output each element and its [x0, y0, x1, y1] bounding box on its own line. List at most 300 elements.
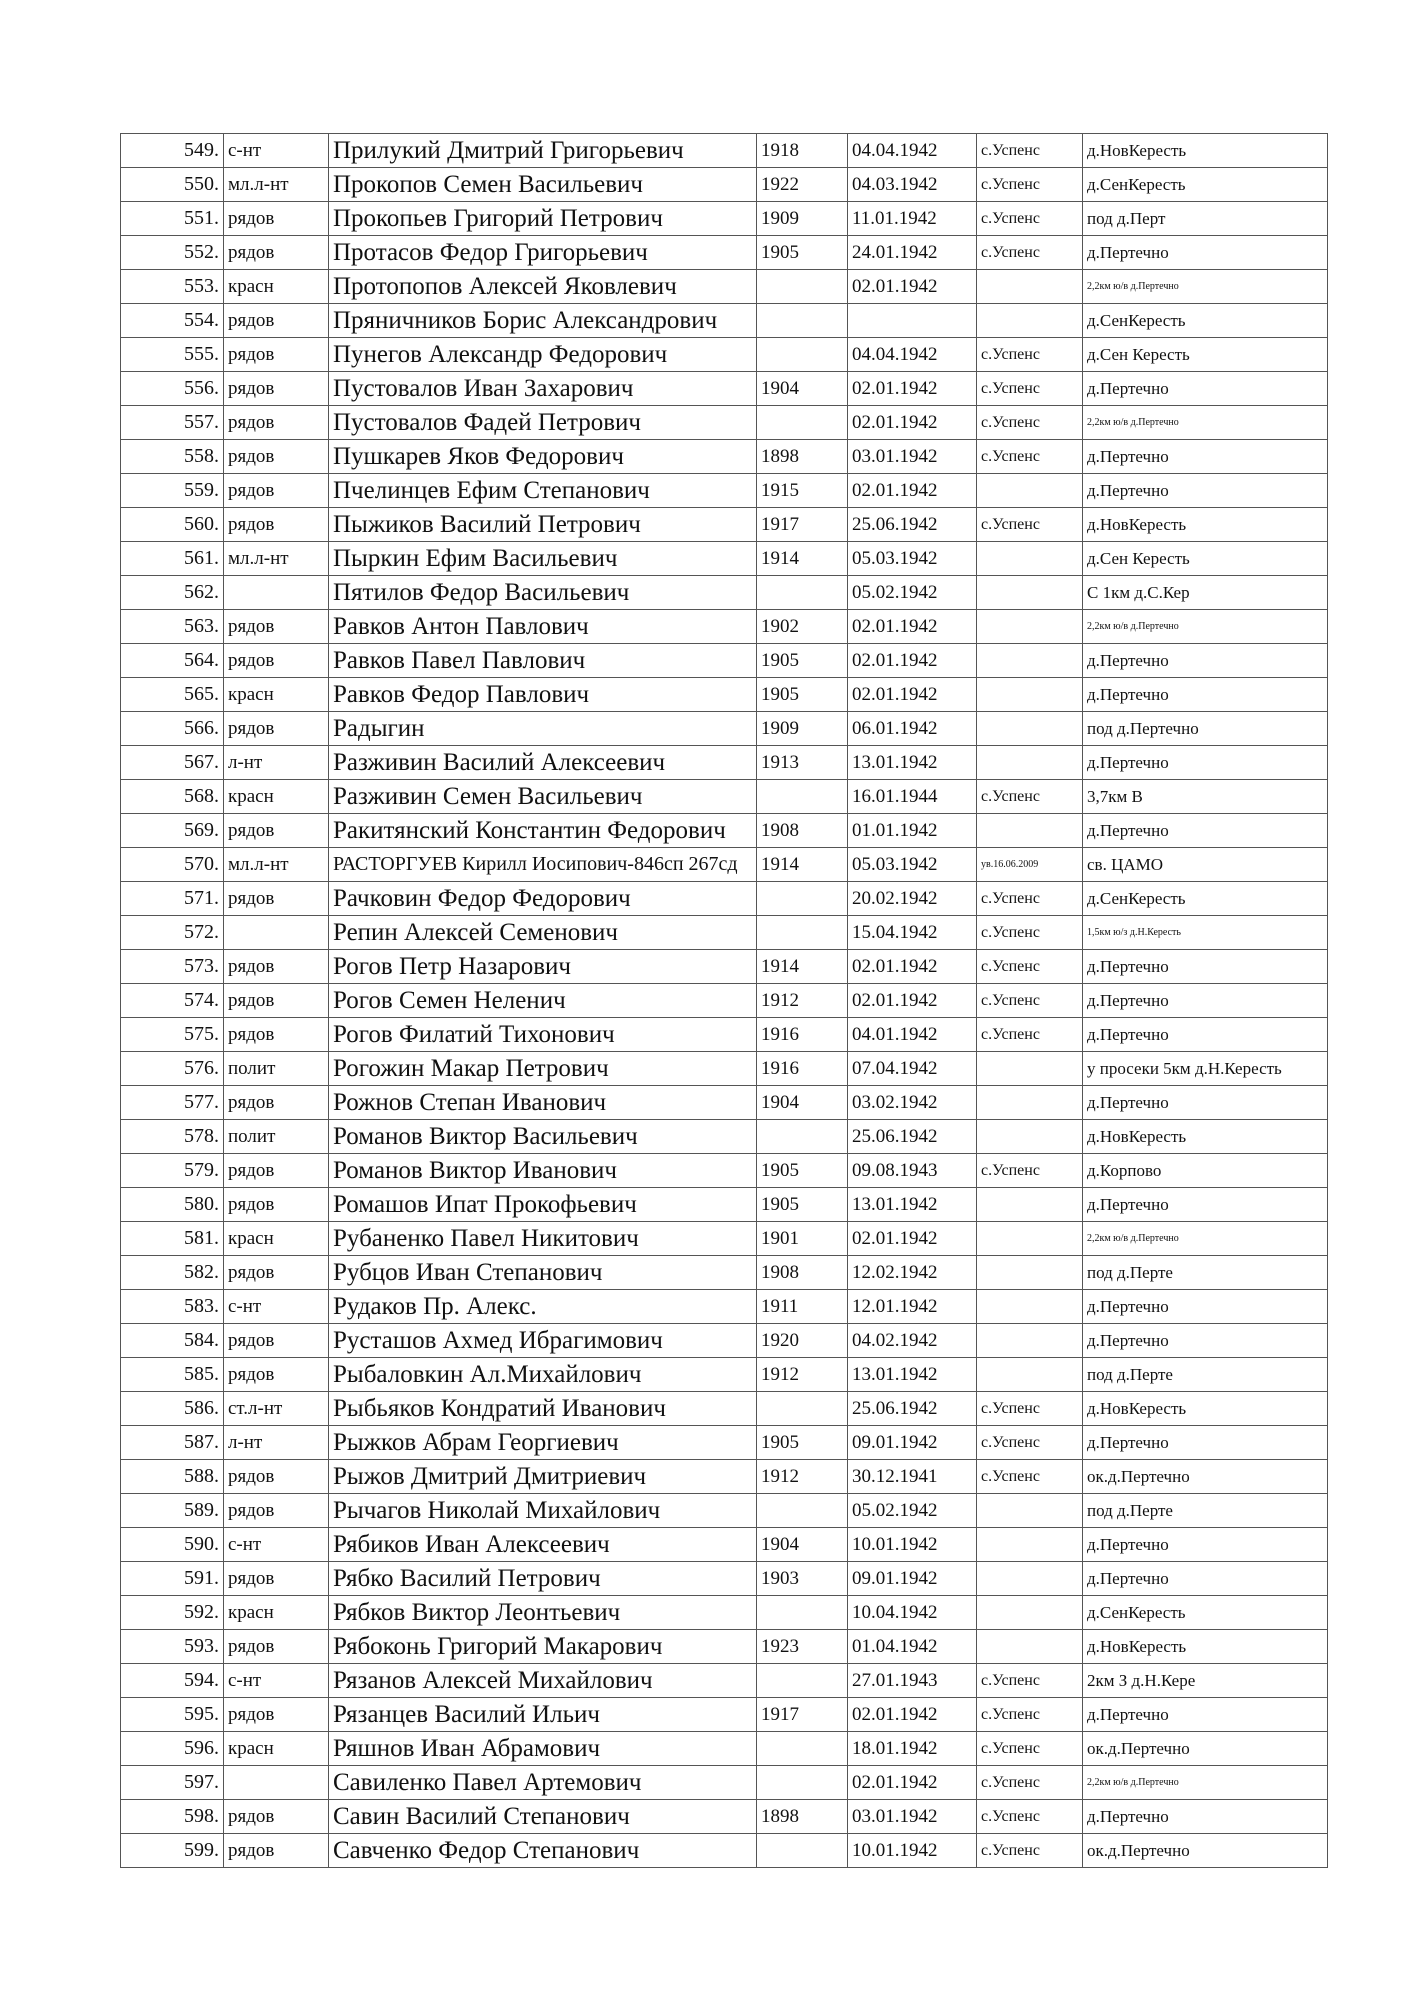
table-row	[121, 1766, 1328, 1800]
name-cell: Ракитянский Константин Федорович	[329, 814, 757, 848]
row-number: 586.	[121, 1392, 224, 1426]
death-date-cell: 13.01.1942	[848, 746, 977, 780]
death-date-cell: 02.01.1942	[848, 1698, 977, 1732]
name-cell: Пчелинцев Ефим Степанович	[329, 474, 757, 508]
name-cell: Ряшнов Иван Абрамович	[329, 1732, 757, 1766]
rank-cell: с-нт	[224, 134, 329, 168]
death-date-cell: 03.02.1942	[848, 1086, 977, 1120]
birth-year-cell: 1915	[757, 474, 848, 508]
death-date-cell: 04.04.1942	[848, 338, 977, 372]
name-cell: Пушкарев Яков Федорович	[329, 440, 757, 474]
burial-cell	[977, 1562, 1083, 1596]
place-cell: под д.Перте	[1083, 1358, 1328, 1392]
burial-cell	[977, 1630, 1083, 1664]
rank-cell: с-нт	[224, 1528, 329, 1562]
birth-year-cell: 1914	[757, 848, 848, 882]
birth-year-cell	[757, 882, 848, 916]
table-row	[121, 780, 1328, 814]
row-number: 572.	[121, 916, 224, 950]
birth-year-cell: 1898	[757, 1800, 848, 1834]
name-cell: Равков Павел Павлович	[329, 644, 757, 678]
burial-cell: с.Успенс	[977, 1766, 1083, 1800]
name-cell: Равков Антон Павлович	[329, 610, 757, 644]
table-row	[121, 270, 1328, 304]
name-cell: Рогожин Макар Петрович	[329, 1052, 757, 1086]
table-row	[121, 678, 1328, 712]
rank-cell: мл.л-нт	[224, 542, 329, 576]
death-date-cell: 25.06.1942	[848, 508, 977, 542]
burial-cell: с.Успенс	[977, 372, 1083, 406]
rank-cell: рядов	[224, 1188, 329, 1222]
death-date-cell: 02.01.1942	[848, 984, 977, 1018]
name-cell: Рязанцев Василий Ильич	[329, 1698, 757, 1732]
name-cell: Савченко Федор Степанович	[329, 1834, 757, 1868]
table-row	[121, 406, 1328, 440]
row-number: 576.	[121, 1052, 224, 1086]
rank-cell: рядов	[224, 1256, 329, 1290]
rank-cell: красн	[224, 678, 329, 712]
rank-cell: рядов	[224, 1630, 329, 1664]
burial-cell	[977, 304, 1083, 338]
burial-cell	[977, 270, 1083, 304]
birth-year-cell	[757, 406, 848, 440]
birth-year-cell: 1912	[757, 1358, 848, 1392]
death-date-cell: 24.01.1942	[848, 236, 977, 270]
row-number: 568.	[121, 780, 224, 814]
place-cell: ок.д.Пертечно	[1083, 1834, 1328, 1868]
death-date-cell: 10.01.1942	[848, 1528, 977, 1562]
rank-cell: рядов	[224, 984, 329, 1018]
name-cell: Ромашов Ипат Прокофьевич	[329, 1188, 757, 1222]
place-cell: д.Сен Кересть	[1083, 542, 1328, 576]
table-row	[121, 1188, 1328, 1222]
burial-cell	[977, 576, 1083, 610]
name-cell: Рогов Семен Неленич	[329, 984, 757, 1018]
death-date-cell: 07.04.1942	[848, 1052, 977, 1086]
burial-cell: с.Успенс	[977, 882, 1083, 916]
row-number: 575.	[121, 1018, 224, 1052]
rank-cell: рядов	[224, 1154, 329, 1188]
death-date-cell: 02.01.1942	[848, 678, 977, 712]
burial-cell	[977, 1188, 1083, 1222]
table-row	[121, 134, 1328, 168]
name-cell: Рогов Петр Назарович	[329, 950, 757, 984]
burial-cell	[977, 1052, 1083, 1086]
rank-cell: красн	[224, 1732, 329, 1766]
row-number: 597.	[121, 1766, 224, 1800]
rank-cell: рядов	[224, 644, 329, 678]
birth-year-cell: 1917	[757, 508, 848, 542]
table-row	[121, 1630, 1328, 1664]
rank-cell: рядов	[224, 1358, 329, 1392]
place-cell: д.Пертечно	[1083, 814, 1328, 848]
table-row	[121, 372, 1328, 406]
burial-cell: с.Успенс	[977, 780, 1083, 814]
birth-year-cell: 1920	[757, 1324, 848, 1358]
death-date-cell: 02.01.1942	[848, 372, 977, 406]
death-date-cell: 02.01.1942	[848, 950, 977, 984]
name-cell: Прилукий Дмитрий Григорьевич	[329, 134, 757, 168]
death-date-cell: 30.12.1941	[848, 1460, 977, 1494]
name-cell: Пустовалов Фадей Петрович	[329, 406, 757, 440]
place-cell: под д.Перт	[1083, 202, 1328, 236]
rank-cell: рядов	[224, 1324, 329, 1358]
death-date-cell: 01.04.1942	[848, 1630, 977, 1664]
table-row	[121, 610, 1328, 644]
name-cell: Пыркин Ефим Васильевич	[329, 542, 757, 576]
birth-year-cell: 1922	[757, 168, 848, 202]
place-cell: д.СенКересть	[1083, 1596, 1328, 1630]
place-cell: у просеки 5км д.Н.Кересть	[1083, 1052, 1328, 1086]
birth-year-cell	[757, 304, 848, 338]
place-cell: д.Пертечно	[1083, 678, 1328, 712]
row-number: 564.	[121, 644, 224, 678]
row-number: 556.	[121, 372, 224, 406]
rank-cell: ст.л-нт	[224, 1392, 329, 1426]
death-date-cell: 06.01.1942	[848, 712, 977, 746]
rank-cell: л-нт	[224, 1426, 329, 1460]
birth-year-cell	[757, 1664, 848, 1698]
death-date-cell: 02.01.1942	[848, 644, 977, 678]
table-row	[121, 1800, 1328, 1834]
place-cell: д.Пертечно	[1083, 1188, 1328, 1222]
place-cell: д.Пертечно	[1083, 1018, 1328, 1052]
place-cell: д.Пертечно	[1083, 1324, 1328, 1358]
row-number: 561.	[121, 542, 224, 576]
birth-year-cell: 1923	[757, 1630, 848, 1664]
row-number: 552.	[121, 236, 224, 270]
row-number: 580.	[121, 1188, 224, 1222]
table-row	[121, 1018, 1328, 1052]
row-number: 549.	[121, 134, 224, 168]
death-date-cell: 25.06.1942	[848, 1120, 977, 1154]
burial-cell: с.Успенс	[977, 916, 1083, 950]
place-cell: под д.Перте	[1083, 1494, 1328, 1528]
name-cell: Рябиков Иван Алексеевич	[329, 1528, 757, 1562]
name-cell: Рязанов Алексей Михайлович	[329, 1664, 757, 1698]
death-date-cell: 02.01.1942	[848, 474, 977, 508]
rank-cell: рядов	[224, 1562, 329, 1596]
place-cell: 1,5км ю/з д.Н.Кересть	[1083, 916, 1328, 950]
table-row	[121, 474, 1328, 508]
row-number: 551.	[121, 202, 224, 236]
table-row	[121, 1052, 1328, 1086]
place-cell: д.СенКересть	[1083, 168, 1328, 202]
birth-year-cell	[757, 1732, 848, 1766]
row-number: 590.	[121, 1528, 224, 1562]
birth-year-cell: 1905	[757, 236, 848, 270]
row-number: 553.	[121, 270, 224, 304]
place-cell: д.НовКересть	[1083, 1120, 1328, 1154]
rank-cell: рядов	[224, 1086, 329, 1120]
name-cell: Савин Василий Степанович	[329, 1800, 757, 1834]
burial-cell: с.Успенс	[977, 1460, 1083, 1494]
name-cell: Рудаков Пр. Алекс.	[329, 1290, 757, 1324]
table-row	[121, 1120, 1328, 1154]
birth-year-cell	[757, 1766, 848, 1800]
place-cell: д.Пертечно	[1083, 1698, 1328, 1732]
birth-year-cell	[757, 576, 848, 610]
roster-body	[121, 134, 1328, 1868]
table-row	[121, 440, 1328, 474]
place-cell: д.Пертечно	[1083, 440, 1328, 474]
place-cell: д.НовКересть	[1083, 1392, 1328, 1426]
birth-year-cell: 1905	[757, 644, 848, 678]
rank-cell: рядов	[224, 440, 329, 474]
name-cell: Рябко Василий Петрович	[329, 1562, 757, 1596]
rank-cell: рядов	[224, 1460, 329, 1494]
death-date-cell: 04.01.1942	[848, 1018, 977, 1052]
row-number: 569.	[121, 814, 224, 848]
birth-year-cell: 1904	[757, 1086, 848, 1120]
row-number: 567.	[121, 746, 224, 780]
name-cell: Рыбаловкин Ал.Михайлович	[329, 1358, 757, 1392]
death-date-cell: 05.03.1942	[848, 542, 977, 576]
table-row	[121, 848, 1328, 882]
death-date-cell: 02.01.1942	[848, 406, 977, 440]
rank-cell: рядов	[224, 202, 329, 236]
birth-year-cell: 1903	[757, 1562, 848, 1596]
rank-cell: рядов	[224, 406, 329, 440]
burial-cell	[977, 1528, 1083, 1562]
burial-cell: с.Успенс	[977, 1664, 1083, 1698]
burial-cell	[977, 610, 1083, 644]
table-row	[121, 1222, 1328, 1256]
row-number: 571.	[121, 882, 224, 916]
place-cell: д.Сен Кересть	[1083, 338, 1328, 372]
burial-cell	[977, 814, 1083, 848]
death-date-cell: 09.01.1942	[848, 1426, 977, 1460]
rank-cell: рядов	[224, 1800, 329, 1834]
name-cell: Прокопьев Григорий Петрович	[329, 202, 757, 236]
name-cell: Протопопов Алексей Яковлевич	[329, 270, 757, 304]
name-cell: Пыжиков Василий Петрович	[329, 508, 757, 542]
birth-year-cell: 1904	[757, 1528, 848, 1562]
row-number: 559.	[121, 474, 224, 508]
name-cell: Пустовалов Иван Захарович	[329, 372, 757, 406]
table-row	[121, 1732, 1328, 1766]
burial-cell: с.Успенс	[977, 1732, 1083, 1766]
birth-year-cell: 1909	[757, 712, 848, 746]
birth-year-cell: 1911	[757, 1290, 848, 1324]
row-number: 573.	[121, 950, 224, 984]
birth-year-cell: 1909	[757, 202, 848, 236]
birth-year-cell: 1905	[757, 1188, 848, 1222]
death-date-cell: 11.01.1942	[848, 202, 977, 236]
death-date-cell: 04.03.1942	[848, 168, 977, 202]
row-number: 550.	[121, 168, 224, 202]
place-cell: д.НовКересть	[1083, 508, 1328, 542]
row-number: 591.	[121, 1562, 224, 1596]
place-cell: 3,7км В	[1083, 780, 1328, 814]
table-row	[121, 814, 1328, 848]
burial-cell	[977, 474, 1083, 508]
birth-year-cell: 1912	[757, 984, 848, 1018]
burial-cell: с.Успенс	[977, 440, 1083, 474]
death-date-cell: 05.02.1942	[848, 1494, 977, 1528]
name-cell: Пунегов Александр Федорович	[329, 338, 757, 372]
death-date-cell: 02.01.1942	[848, 610, 977, 644]
name-cell: Рубаненко Павел Никитович	[329, 1222, 757, 1256]
place-cell: ок.д.Пертечно	[1083, 1460, 1328, 1494]
name-cell: Пятилов Федор Васильевич	[329, 576, 757, 610]
table-row	[121, 984, 1328, 1018]
birth-year-cell	[757, 780, 848, 814]
place-cell: 2,2км ю/в д.Пертечно	[1083, 1766, 1328, 1800]
death-date-cell: 04.04.1942	[848, 134, 977, 168]
burial-cell	[977, 678, 1083, 712]
death-date-cell: 04.02.1942	[848, 1324, 977, 1358]
death-date-cell: 16.01.1944	[848, 780, 977, 814]
name-cell: РАСТОРГУЕВ Кирилл Иосипович-846сп 267сд	[329, 848, 757, 882]
burial-cell	[977, 1256, 1083, 1290]
birth-year-cell	[757, 916, 848, 950]
row-number: 558.	[121, 440, 224, 474]
rank-cell: рядов	[224, 1494, 329, 1528]
death-date-cell: 13.01.1942	[848, 1358, 977, 1392]
rank-cell: рядов	[224, 882, 329, 916]
table-row	[121, 746, 1328, 780]
place-cell: д.Корпово	[1083, 1154, 1328, 1188]
name-cell: Романов Виктор Васильевич	[329, 1120, 757, 1154]
row-number: 557.	[121, 406, 224, 440]
place-cell: д.Пертечно	[1083, 372, 1328, 406]
rank-cell: рядов	[224, 508, 329, 542]
birth-year-cell: 1898	[757, 440, 848, 474]
death-date-cell: 05.03.1942	[848, 848, 977, 882]
row-number: 582.	[121, 1256, 224, 1290]
rank-cell: красн	[224, 780, 329, 814]
birth-year-cell	[757, 1392, 848, 1426]
memorial-roster-table	[120, 133, 1328, 1868]
rank-cell: красн	[224, 1596, 329, 1630]
rank-cell	[224, 916, 329, 950]
table-row	[121, 712, 1328, 746]
place-cell: под д.Перте	[1083, 1256, 1328, 1290]
place-cell: д.СенКересть	[1083, 304, 1328, 338]
place-cell: д.Пертечно	[1083, 1290, 1328, 1324]
name-cell: Рогов Филатий Тихонович	[329, 1018, 757, 1052]
row-number: 598.	[121, 1800, 224, 1834]
rank-cell: рядов	[224, 1834, 329, 1868]
table-row	[121, 304, 1328, 338]
death-date-cell: 15.04.1942	[848, 916, 977, 950]
birth-year-cell	[757, 338, 848, 372]
table-row	[121, 236, 1328, 270]
name-cell: Равков Федор Павлович	[329, 678, 757, 712]
table-row	[121, 338, 1328, 372]
burial-cell: с.Успенс	[977, 134, 1083, 168]
death-date-cell: 12.02.1942	[848, 1256, 977, 1290]
death-date-cell: 02.01.1942	[848, 270, 977, 304]
death-date-cell: 25.06.1942	[848, 1392, 977, 1426]
rank-cell: рядов	[224, 1018, 329, 1052]
row-number: 599.	[121, 1834, 224, 1868]
burial-cell	[977, 1596, 1083, 1630]
place-cell: ок.д.Пертечно	[1083, 1732, 1328, 1766]
rank-cell: красн	[224, 1222, 329, 1256]
table-row	[121, 1596, 1328, 1630]
row-number: 578.	[121, 1120, 224, 1154]
rank-cell: мл.л-нт	[224, 848, 329, 882]
burial-cell: с.Успенс	[977, 1392, 1083, 1426]
rank-cell: с-нт	[224, 1664, 329, 1698]
rank-cell: л-нт	[224, 746, 329, 780]
row-number: 581.	[121, 1222, 224, 1256]
table-row	[121, 202, 1328, 236]
burial-cell: с.Успенс	[977, 202, 1083, 236]
table-row	[121, 1154, 1328, 1188]
burial-cell: ув.16.06.2009	[977, 848, 1083, 882]
place-cell: д.Пертечно	[1083, 1800, 1328, 1834]
burial-cell: с.Успенс	[977, 984, 1083, 1018]
burial-cell	[977, 1120, 1083, 1154]
name-cell: Савиленко Павел Артемович	[329, 1766, 757, 1800]
death-date-cell: 05.02.1942	[848, 576, 977, 610]
birth-year-cell: 1917	[757, 1698, 848, 1732]
death-date-cell: 13.01.1942	[848, 1188, 977, 1222]
row-number: 560.	[121, 508, 224, 542]
place-cell: д.Пертечно	[1083, 1086, 1328, 1120]
row-number: 583.	[121, 1290, 224, 1324]
table-row	[121, 1562, 1328, 1596]
rank-cell: полит	[224, 1120, 329, 1154]
name-cell: Рябоконь Григорий Макарович	[329, 1630, 757, 1664]
birth-year-cell: 1916	[757, 1052, 848, 1086]
place-cell: 2,2км ю/в д.Пертечно	[1083, 270, 1328, 304]
table-row	[121, 508, 1328, 542]
rank-cell: с-нт	[224, 1290, 329, 1324]
table-row	[121, 1392, 1328, 1426]
table-row	[121, 1426, 1328, 1460]
birth-year-cell: 1904	[757, 372, 848, 406]
name-cell: Рыбьяков Кондратий Иванович	[329, 1392, 757, 1426]
row-number: 589.	[121, 1494, 224, 1528]
birth-year-cell: 1914	[757, 950, 848, 984]
table-row	[121, 1290, 1328, 1324]
rank-cell	[224, 1766, 329, 1800]
death-date-cell: 03.01.1942	[848, 440, 977, 474]
birth-year-cell	[757, 1596, 848, 1630]
table-row	[121, 542, 1328, 576]
place-cell: д.СенКересть	[1083, 882, 1328, 916]
place-cell: д.Пертечно	[1083, 1528, 1328, 1562]
place-cell: д.Пертечно	[1083, 474, 1328, 508]
birth-year-cell: 1908	[757, 1256, 848, 1290]
burial-cell	[977, 644, 1083, 678]
table-row	[121, 950, 1328, 984]
death-date-cell	[848, 304, 977, 338]
birth-year-cell: 1902	[757, 610, 848, 644]
row-number: 579.	[121, 1154, 224, 1188]
burial-cell: с.Успенс	[977, 508, 1083, 542]
row-number: 587.	[121, 1426, 224, 1460]
place-cell: д.Пертечно	[1083, 984, 1328, 1018]
rank-cell: рядов	[224, 372, 329, 406]
death-date-cell: 27.01.1943	[848, 1664, 977, 1698]
table-row	[121, 168, 1328, 202]
burial-cell	[977, 1324, 1083, 1358]
burial-cell	[977, 1222, 1083, 1256]
burial-cell	[977, 712, 1083, 746]
burial-cell: с.Успенс	[977, 1018, 1083, 1052]
row-number: 554.	[121, 304, 224, 338]
burial-cell	[977, 746, 1083, 780]
row-number: 595.	[121, 1698, 224, 1732]
rank-cell: рядов	[224, 610, 329, 644]
rank-cell: рядов	[224, 338, 329, 372]
row-number: 594.	[121, 1664, 224, 1698]
